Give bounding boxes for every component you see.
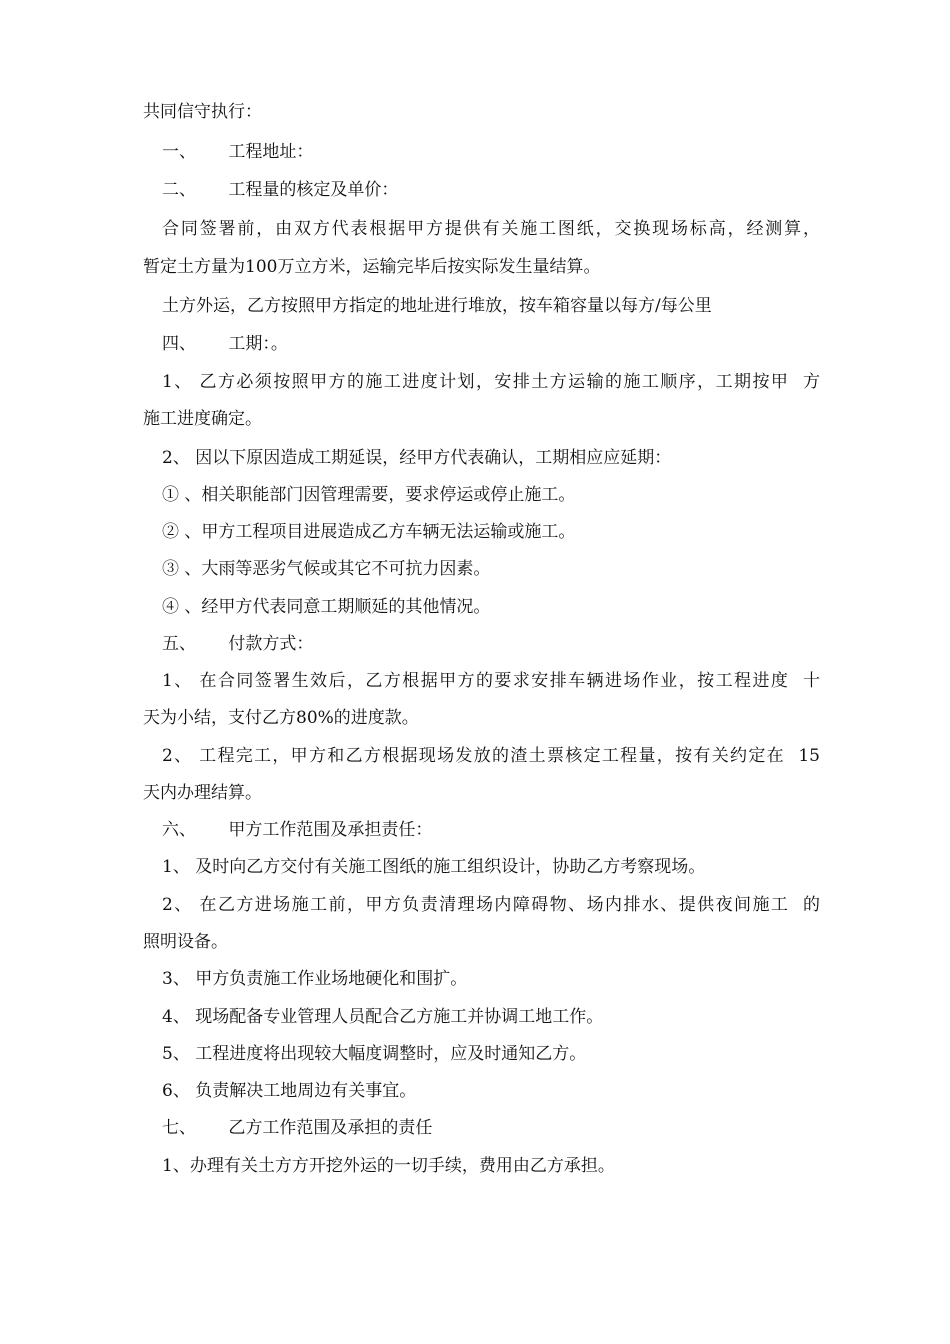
paragraph-line: 暂定土方量为100万立方米，运输完毕后按实际发生量结算。 <box>143 257 601 277</box>
section-heading: 二、 工程量的核定及单价： <box>162 180 399 200</box>
section-heading: 七、 乙方工作范围及承担的责任 <box>162 1118 433 1138</box>
paragraph-line: 天为小结，支付乙方80%的进度款。 <box>143 708 419 728</box>
list-item: 4、 现场配备专业管理人员配合乙方施工并协调工地工作。 <box>162 1007 604 1027</box>
section-heading: 一、 工程地址： <box>162 142 314 162</box>
list-item: ② 、甲方工程项目进展造成乙方车辆无法运输或施工。 <box>162 522 576 542</box>
paragraph-line: 合同签署前，由双方代表根据甲方提供有关施工图纸，交换现场标高，经测算， <box>162 219 820 239</box>
list-item: ① 、相关职能部门因管理需要，要求停运或停止施工。 <box>162 485 576 505</box>
paragraph-line: 照明设备。 <box>143 932 228 952</box>
list-item: 6、 负责解决工地周边有关事宜。 <box>162 1081 417 1101</box>
paragraph-line: 施工进度确定。 <box>143 409 262 429</box>
list-item: 1、 乙方必须按照甲方的施工进度计划，安排土方运输的施工顺序，工期按甲 方 <box>162 372 820 392</box>
section-heading: 六、 甲方工作范围及承担责任： <box>162 820 433 840</box>
list-item: 3、 甲方负责施工作业场地硬化和围扩。 <box>162 969 468 989</box>
paragraph-line: 土方外运，乙方按照甲方指定的地址进行堆放，按车箱容量以每方/每公里 <box>162 296 712 316</box>
text-line: 共同信守执行： <box>143 102 262 122</box>
section-heading: 五、 付款方式： <box>162 634 314 654</box>
list-item: 2、 因以下原因造成工期延误，经甲方代表确认，工期相应应延期： <box>162 448 672 468</box>
list-item: 1、 及时向乙方交付有关施工图纸的施工组织设计，协助乙方考察现场。 <box>162 857 706 877</box>
list-item: 2、 在乙方进场施工前，甲方负责清理场内障碍物、场内排水、提供夜间施工 的 <box>162 895 820 915</box>
list-item: 1、办理有关土方方开挖外运的一切手续，费用由乙方承担。 <box>162 1156 615 1176</box>
list-item: 5、 工程进度将出现较大幅度调整时，应及时通知乙方。 <box>162 1044 587 1064</box>
list-item: 1、 在合同签署生效后，乙方根据甲方的要求安排车辆进场作业，按工程进度 十 <box>162 671 820 691</box>
paragraph-line: 天内办理结算。 <box>143 783 262 803</box>
list-item: ③ 、大雨等恶劣气候或其它不可抗力因素。 <box>162 559 491 579</box>
list-item: ④ 、经甲方代表同意工期顺延的其他情况。 <box>162 597 491 617</box>
list-item: 2、 工程完工，甲方和乙方根据现场发放的渣土票核定工程量，按有关约定在 15 <box>162 746 820 766</box>
section-heading: 四、 工期：。 <box>162 334 288 354</box>
